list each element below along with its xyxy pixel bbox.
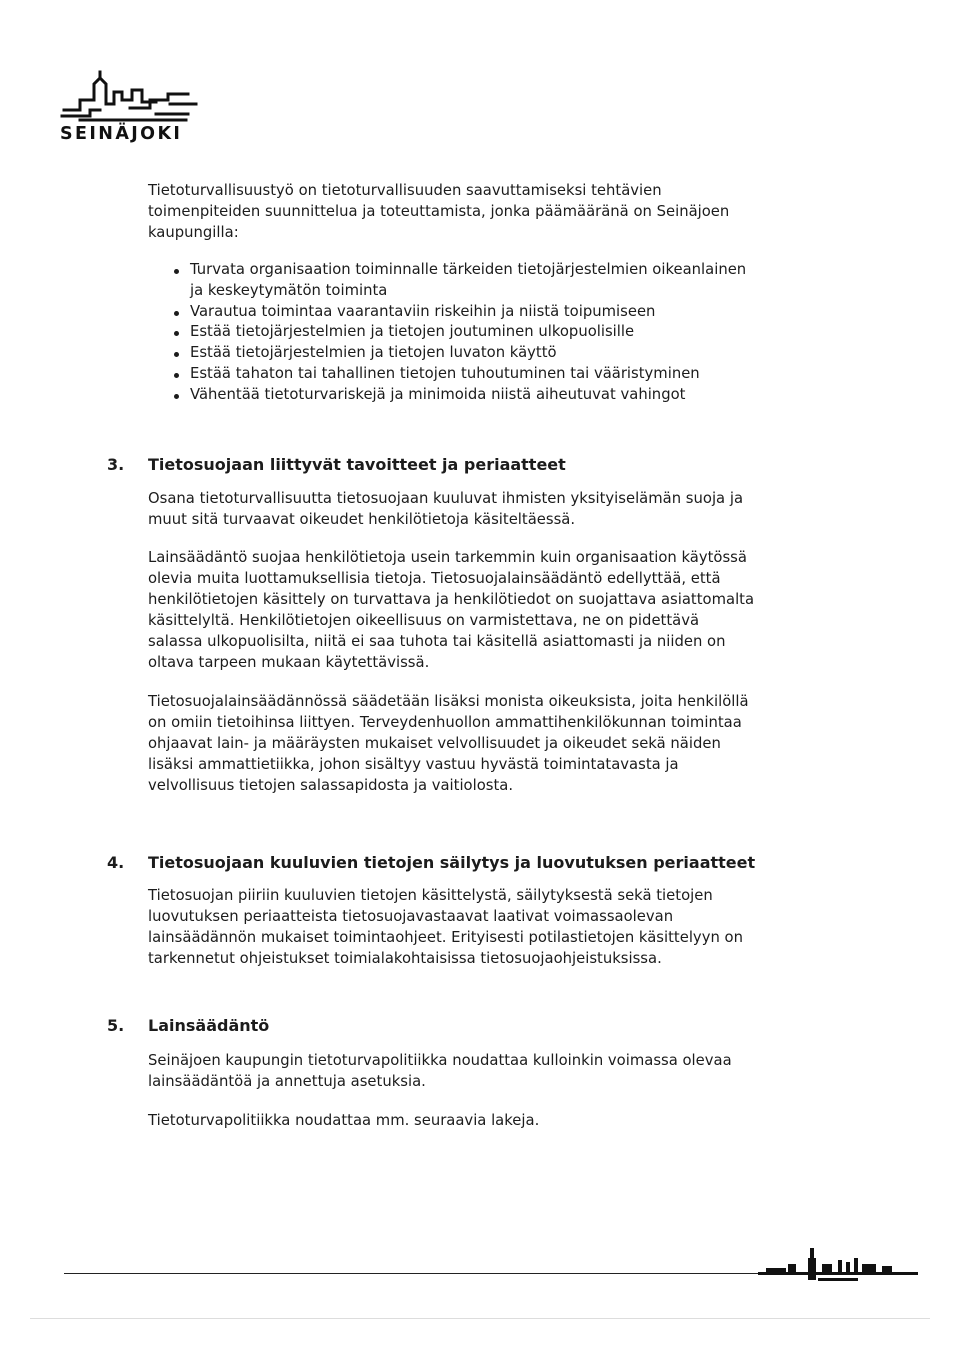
list-item-text: Estää tietojärjestelmien ja tietojen joutuminen ulkopuolisille <box>190 323 635 341</box>
skyline-logo-icon <box>60 70 200 122</box>
text-line: velvollisuus tietojen salassapidosta ja vaitiolosta. <box>148 777 514 794</box>
text-line: ohjaavat lain- ja määräysten mukaiset velvollisuudet ja oikeudet sekä näiden <box>148 735 721 752</box>
section-5-heading <box>107 1016 269 1035</box>
list-item <box>172 364 842 385</box>
list-item <box>172 385 842 406</box>
section-number: 5. <box>107 1016 125 1035</box>
text-line: kaupungilla: <box>148 224 239 241</box>
text-line: Tietoturvapolitiikka noudattaa mm. seuraavia lakeja. <box>148 1112 540 1129</box>
list-item-text: Varautua toimintaa vaarantaviin riskeihin ja niistä toipumiseen <box>190 302 656 320</box>
section-title: Tietosuojaan liittyvät tavoitteet ja periaatteet <box>148 455 566 474</box>
list-item-text: ja keskeytymätön toiminta <box>190 281 388 299</box>
intro-paragraph <box>148 180 848 243</box>
text-line: tarkennetut ohjeistukset toimialakohtaisissa tietosuojaohjeistuksissa. <box>148 950 662 967</box>
text-line: lainsäädännön mukaiset toimintaohjeet. Erityisesti potilastietojen käsittelyyn on <box>148 929 743 946</box>
list-item <box>172 302 842 323</box>
text-line: toimenpiteiden suunnittelua ja toteuttamista, jonka päämääränä on Seinäjoen <box>148 203 730 220</box>
text-line: Osana tietoturvallisuutta tietosuojaan kuuluvat ihmisten yksityiselämän suoja ja <box>148 490 744 507</box>
section-4-paragraph-1 <box>148 885 848 969</box>
list-item-text: Vähentää tietoturvariskejä ja minimoida niistä aiheutuvat vahingot <box>190 385 686 403</box>
text-line: lisäksi ammattietiikka, johon sisältyy vastuu hyvästä toimintatavasta ja <box>148 756 679 773</box>
page-edge-line <box>30 1318 930 1319</box>
section-3-paragraph-3 <box>148 691 848 796</box>
list-item-text: Estää tahaton tai tahallinen tietojen tuhoutuminen tai vääristyminen <box>190 364 700 382</box>
text-line: muut sitä turvaavat oikeudet henkilötietoja käsiteltäessä. <box>148 511 576 528</box>
text-line: Lainsäädäntö suojaa henkilötietoja usein tarkemmin kuin organisaation käytössä <box>148 549 747 566</box>
list-item-text: Estää tietojärjestelmien ja tietojen luvaton käyttö <box>190 344 557 362</box>
section-5-paragraph-1 <box>148 1050 848 1092</box>
list-item <box>172 343 842 364</box>
text-line: salassa ulkopuolisilta, niitä ei saa tuhota tai käsitellä asiattomasti ja niiden on <box>148 633 726 650</box>
footer-skyline-icon <box>758 1248 918 1290</box>
text-line: Seinäjoen kaupungin tietoturvapolitiikka noudattaa kulloinkin voimassa olevaa <box>148 1052 732 1069</box>
section-4-heading <box>107 853 755 872</box>
text-line: Tietosuojan piiriin kuuluvien tietojen käsittelystä, säilytyksestä sekä tietojen <box>148 887 713 904</box>
footer-divider <box>64 1273 764 1274</box>
section-3-paragraph-2 <box>148 547 848 673</box>
text-line: lainsäädäntöä ja annettuja asetuksia. <box>148 1073 426 1090</box>
text-line: oltava tarpeen mukaan käytettävissä. <box>148 654 430 671</box>
text-line: on omiin tietoihinsa liittyen. Terveydenhuollon ammattihenkilökunnan toimintaa <box>148 714 742 731</box>
section-3-heading <box>107 455 566 474</box>
goals-bullet-list <box>172 260 842 406</box>
section-number: 4. <box>107 853 125 872</box>
text-line: käsittelyltä. Henkilötietojen oikeellisuus on varmistettava, ne on pidettävä <box>148 612 700 629</box>
section-3-paragraph-1 <box>148 488 848 530</box>
text-line: henkilötietojen käsittely on turvattava ja henkilötiedot on suojattava asiattomalta <box>148 591 755 608</box>
section-title: Tietosuojaan kuuluvien tietojen säilytys ja luovutuksen periaatteet <box>148 853 756 872</box>
section-5-paragraph-2 <box>148 1110 848 1131</box>
text-line: Tietoturvallisuustyö on tietoturvallisuuden saavuttamiseksi tehtävien <box>148 182 662 199</box>
text-line: Tietosuojalainsäädännössä säädetään lisäksi monista oikeuksista, joita henkilöllä <box>148 693 749 710</box>
list-item <box>172 322 842 343</box>
text-line: olevia muita luottamuksellisia tietoja. Tietosuojalainsäädäntö edellyttää, että <box>148 570 721 587</box>
section-number: 3. <box>107 455 125 474</box>
text-line: luovutuksen periaatteista tietosuojavastaavat laativat voimassaolevan <box>148 908 674 925</box>
logo-wordmark: SEINÄJOKI <box>60 124 183 144</box>
list-item-text: Turvata organisaation toiminnalle tärkeiden tietojärjestelmien oikeanlainen <box>190 261 747 278</box>
list-item <box>172 260 842 302</box>
section-title: Lainsäädäntö <box>148 1016 270 1035</box>
city-logo <box>60 70 210 144</box>
